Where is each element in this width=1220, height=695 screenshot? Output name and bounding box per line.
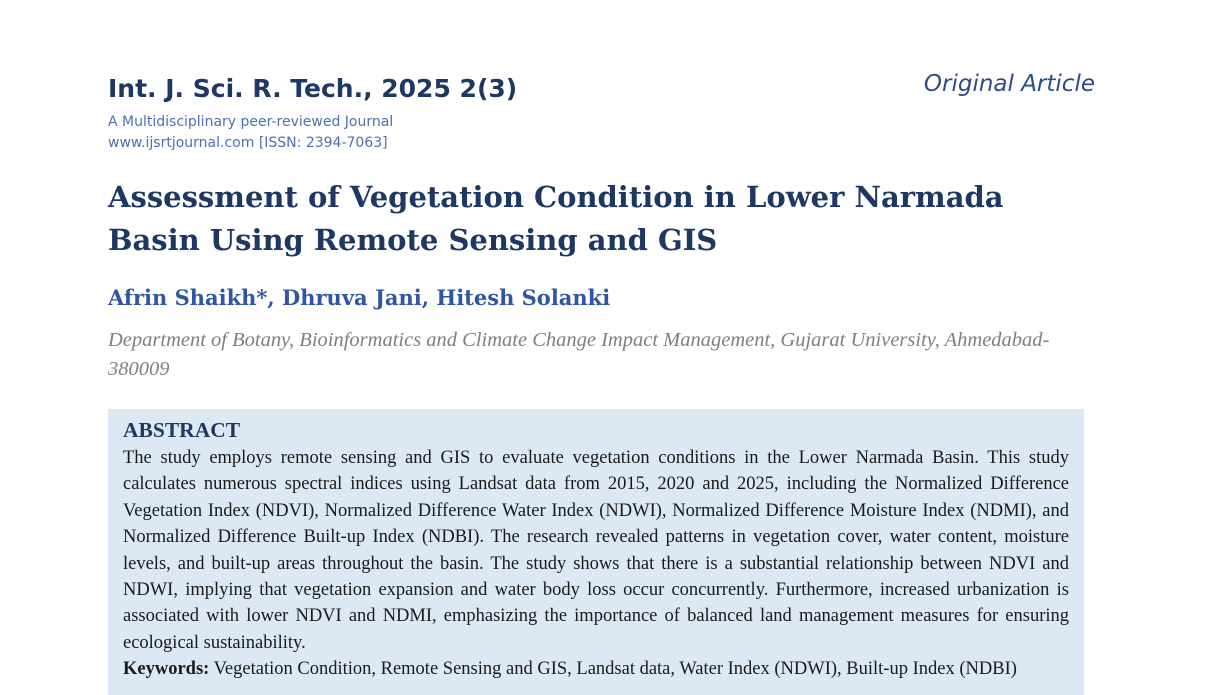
abstract-text: The study employs remote sensing and GIS to evaluate vegetation conditions in the Lower Narmada Basin. This study calculates numerous spectral indices using Landsat data from 2015, 2020 and 2025, including the Normalized Difference Vegetation Index (NDVI), Normalized Difference Water Index (NDWI), Normalized Difference Moisture Index (NDMI), and Normalized Difference Built-up Index (NDBI). The research revealed patterns in vegetation cover, water content, moisture levels, and built-up areas throughout the basin. The study shows that there is a substantial relationship between NDVI and NDWI, implying that vegetation expansion and water body loss occur concurrently. Furthermore, increased urbanization is associated with lower NDVI and NDMI, emphasizing the importance of balanced land management measures for ensuring ecological sustainability. [123, 448, 1069, 653]
journal-name: Int. J. Sci. R. Tech., 2025 2(3) [108, 74, 518, 103]
author-affiliation: Department of Botany, Bioinformatics and Climate Change Impact Management, Gujarat University, Ahmedabad- 380009 [108, 329, 1050, 380]
journal-website-link[interactable]: www.ijsrtjournal.com [ISSN: 2394-7063] [108, 135, 388, 151]
keywords-line [123, 656, 1069, 682]
article-title: Assessment of Vegetation Condition in Lower Narmada Basin Using Remote Sensing and GIS [108, 180, 1004, 257]
author-list: Afrin Shaikh*, Dhruva Jani, Hitesh Solanki [108, 285, 611, 310]
abstract-heading: ABSTRACT [123, 418, 241, 442]
abstract-section [108, 409, 1084, 695]
keywords-text: Vegetation Condition, Remote Sensing and GIS, Landsat data, Water Index (NDWI), Built-up Index (NDBI) [213, 659, 1017, 680]
article-type-label: Original Article [923, 71, 1095, 97]
keywords-label: Keywords: [123, 659, 210, 680]
journal-tagline: A Multidisciplinary peer-reviewed Journal [108, 114, 394, 130]
